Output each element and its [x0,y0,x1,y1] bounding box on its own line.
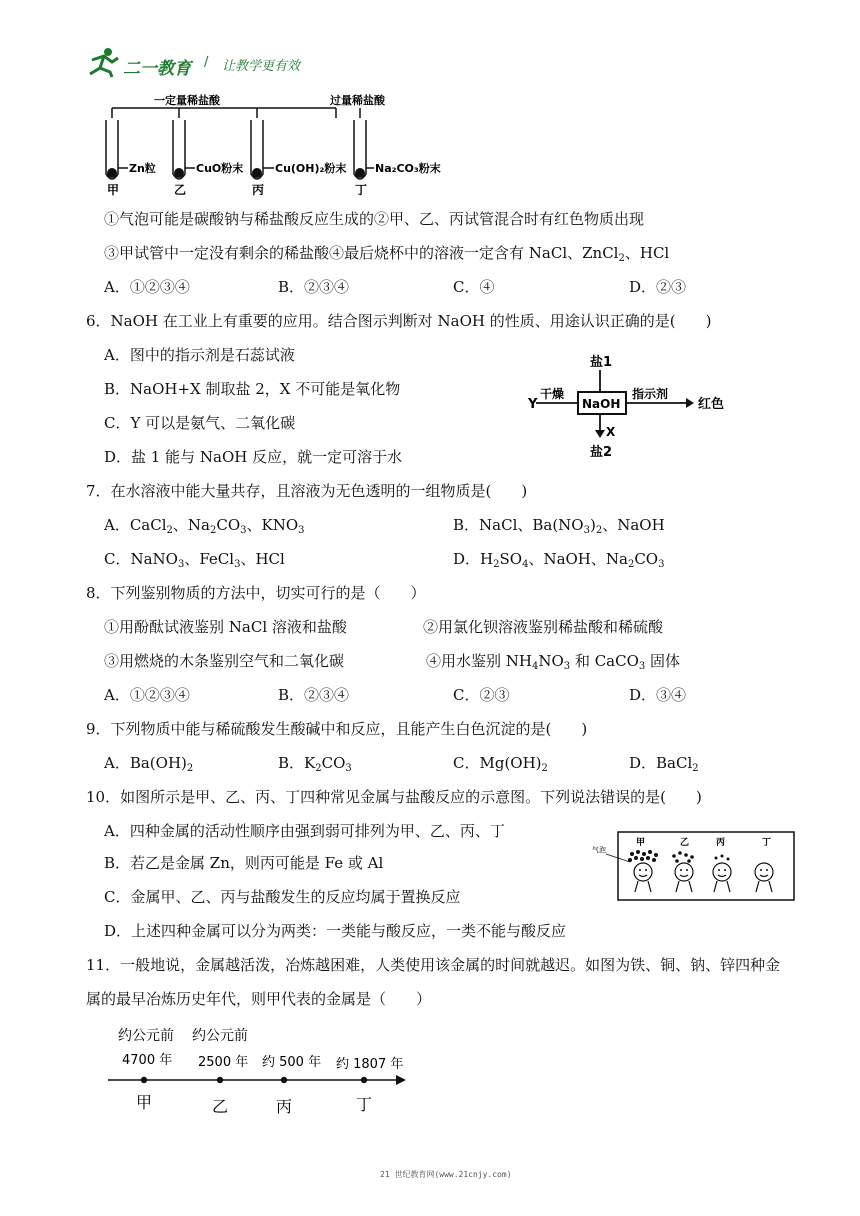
q8-s4-sub: 3 [638,661,646,672]
q8-option-d[interactable]: D．③④ [629,686,687,704]
q5-statement-2-b: 、HCl [624,244,670,262]
q7-d-sub: 2 [493,559,500,570]
q9-b-sub: 3 [345,763,352,774]
q7-d-sub: 2 [627,559,635,570]
tube-name-3: 丙 [252,183,265,197]
q8-s4-part: 和 CaCO [570,652,639,670]
q9-a-sub: 2 [186,763,194,774]
q7-a-sub: 2 [166,525,173,536]
q10-option-a[interactable]: A．四种金属的活动性顺序由强到弱可排列为甲、乙、丙、丁 [104,822,505,840]
q5-option-a[interactable]: A．①②③④ [104,278,190,296]
timeline-metal-4: 丁 [356,1095,373,1114]
q9-option-a[interactable] [104,753,193,779]
q6-option-c[interactable]: C．Y 可以是氨气、二氧化碳 [104,414,296,432]
q7-c-part: C．NaNO [104,550,178,568]
timeline-metal-3: 丙 [276,1097,293,1116]
q9-option-b[interactable] [278,753,352,779]
q8-statement-1: ①用酚酞试液鉴别 NaCl 溶液和盐酸 [104,618,347,636]
gas-bubble-label: 气泡 [592,846,606,854]
q8-option-a[interactable]: A．①②③④ [104,686,190,704]
naoh-left-node: Y [528,397,538,412]
q7-a-sub: 3 [240,525,247,536]
q5-statement-2-a: ③甲试管中一定没有剩余的稀盐酸④最后烧杯中的溶液一定含有 NaCl、ZnCl [104,244,619,262]
q8-s4-part: ④用水鉴别 NH [426,652,532,670]
q10-option-c[interactable]: C．金属甲、乙、丙与盐酸发生的反应均属于置换反应 [104,888,461,906]
q9-d-sub: 2 [692,763,699,774]
timeline-top-label-1: 约公元前 [118,1028,174,1044]
q7-b-sub: 3 [583,525,590,536]
q5-option-d[interactable]: D．②③ [629,278,687,296]
q7-b-part: 、NaOH [602,516,665,534]
q7-c-sub: 3 [234,559,241,570]
q8-s4-part: NO [538,652,564,670]
metals-acid-figure [592,828,796,902]
q7-c-part: 、FeCl [184,550,235,568]
q7-c-sub: 3 [177,559,185,570]
q7-option-c[interactable] [104,549,285,575]
q6-option-a[interactable]: A．图中的指示剂是石蕊试液 [104,346,295,364]
q7-d-part: D．H [453,550,494,568]
naoh-center-label: NaOH [582,397,621,411]
q7-a-part: CO [216,516,241,534]
q6-option-d[interactable]: D．盐 1 能与 NaOH 反应，就一定可溶于水 [104,448,403,466]
timeline-top-label-2: 约公元前 [192,1028,248,1044]
q7-d-sub: 3 [658,559,665,570]
q11-stem-1: 11．一般地说，金属越活泼，冶炼越困难，人类使用该金属的时间就越迟。如图为铁、铜、钠、锌四种金 [86,956,781,974]
timeline-metal-2: 乙 [212,1097,229,1116]
naoh-left-arrow-label: 干燥 [540,387,565,401]
q10-option-d[interactable]: D．上述四种金属可以分为两类：一类能与酸反应，一类不能与酸反应 [104,922,567,940]
q8-statement-4 [426,651,680,677]
tube-name-4: 丁 [355,183,368,197]
q8-s4-part: 固体 [645,652,681,670]
metal-label-1: 甲 [636,838,646,848]
naoh-top-label: 盐1 [590,355,613,370]
test-tube-figure [96,90,456,200]
top-label-right: 过量稀盐酸 [330,94,385,107]
q7-d-part: CO [634,550,659,568]
naoh-x-label: X [606,425,616,439]
tube-name-2: 乙 [174,183,187,197]
q9-c-sub: 2 [541,763,548,774]
q7-d-sub: 4 [522,559,529,570]
q7-option-d[interactable] [453,549,664,575]
q10-option-b[interactable]: B．若乙是金属 Zn，则丙可能是 Fe 或 Al [104,854,384,872]
q7-b-sub: 2 [595,525,603,536]
q9-b-part: B．K [278,754,316,772]
q7-a-sub: 2 [209,525,217,536]
q7-d-part: 、NaOH、Na [528,550,628,568]
q9-stem: 9．下列物质中能与稀硫酸发生酸碱中和反应，且能产生白色沉淀的是( ) [86,720,588,738]
q5-statement-1: ①气泡可能是碳酸钠与稀盐酸反应生成的②甲、乙、丙试管混合时有红色物质出现 [104,210,645,228]
q8-statement-2: ②用氯化钡溶液鉴别稀盐酸和稀硫酸 [423,618,664,636]
naoh-bottom-label: 盐2 [590,445,613,460]
tube-reagent-4: Na₂CO₃粉末 [375,162,441,175]
q8-s4-sub: 4 [531,661,539,672]
header-slogan: 让教学更有效 [222,59,301,74]
naoh-diagram [526,352,738,460]
q8-option-b[interactable]: B．②③④ [278,686,350,704]
q5-option-b[interactable]: B．②③④ [278,278,350,296]
q7-b-part: B．NaCl、Ba(NO [453,516,584,534]
q7-stem: 7．在水溶液中能大量共存，且溶液为无色透明的一组物质是( ) [86,482,528,500]
metal-label-2: 乙 [680,838,690,848]
q6-option-b[interactable]: B．NaOH+X 制取盐 2，X 不可能是氧化物 [104,380,401,398]
q9-d-part: D．BaCl [629,754,693,772]
tube-reagent-3: Cu(OH)₂粉末 [275,162,347,175]
q9-b-part: CO [321,754,346,772]
metal-label-4: 丁 [762,838,772,848]
header-divider: / [204,55,209,70]
q9-b-sub: 2 [315,763,322,774]
tube-name-1: 甲 [107,183,120,197]
q10-stem: 10．如图所示是甲、乙、丙、丁四种常见金属与盐酸反应的示意图。下列说法错误的是( ) [86,788,702,806]
q8-option-c[interactable]: C．②③ [453,686,510,704]
naoh-right-arrow-label: 指示剂 [632,387,669,401]
q9-option-d[interactable] [629,753,699,779]
q11-stem-2: 属的最早冶炼历史年代，则甲代表的金属是（ ） [86,990,432,1008]
q7-option-a[interactable] [104,515,305,541]
tube-reagent-2: CuO粉末 [196,162,244,175]
timeline-year-1: 4700 年 [122,1053,173,1068]
q7-c-part: 、HCl [240,550,285,568]
runner-logo-icon [86,46,122,78]
q7-a-part: 、Na [172,516,210,534]
timeline-year-2: 2500 年 [198,1055,249,1070]
q5-statement-2 [104,243,669,269]
naoh-right-node: 红色 [698,397,725,412]
timeline-metal-1: 甲 [136,1093,153,1112]
q5-statement-2-sub: 2 [618,253,625,264]
timeline-year-4: 约 1807 年 [336,1057,404,1072]
q8-statement-3: ③用燃烧的木条鉴别空气和二氧化碳 [104,652,345,670]
header-logo-text: 二一教育 [123,59,191,79]
page-footer: 21 世纪教育网(www.21cnjy.com) [380,1170,512,1179]
q9-option-c[interactable] [453,753,548,779]
q9-c-part: C．Mg(OH) [453,754,542,772]
q8-s4-sub: 3 [563,661,571,672]
q9-a-part: A．Ba(OH) [104,754,187,772]
top-label-left: 一定量稀盐酸 [154,94,220,107]
q7-a-part: 、KNO [246,516,299,534]
q7-option-b[interactable] [453,515,665,541]
q7-d-part: SO [499,550,523,568]
smelting-timeline [104,1024,424,1116]
timeline-year-3: 约 500 年 [262,1055,322,1070]
q7-a-sub: 3 [298,525,305,536]
q6-stem: 6．NaOH 在工业上有重要的应用。结合图示判断对 NaOH 的性质、用途认识正确的是( ) [86,312,712,330]
q8-stem: 8．下列鉴别物质的方法中，切实可行的是（ ） [86,584,426,602]
tube-reagent-1: Zn粒 [129,162,156,175]
q7-b-part: ) [589,516,596,534]
q5-option-c[interactable]: C．④ [453,278,495,296]
q7-a-part: A．CaCl [104,516,167,534]
metal-label-3: 丙 [716,838,726,848]
